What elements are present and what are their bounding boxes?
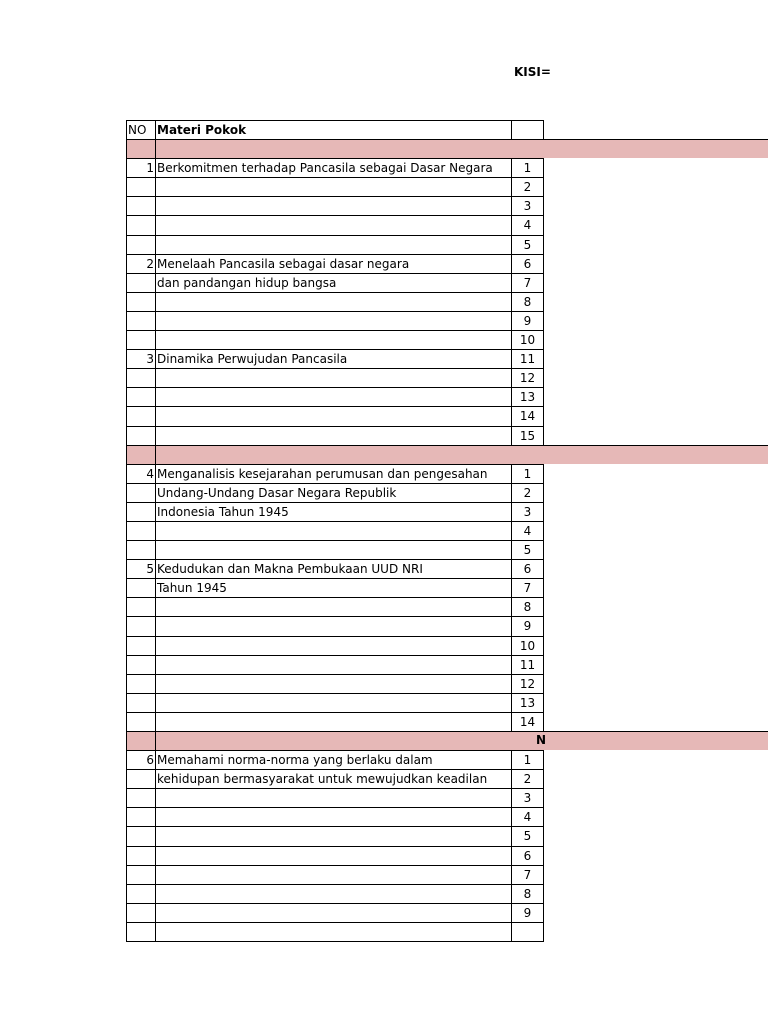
row-materi [155, 922, 511, 941]
row-no [126, 540, 155, 559]
row-no [126, 826, 155, 845]
row-materi [155, 406, 511, 425]
row-materi [155, 368, 511, 387]
table-row [126, 559, 768, 578]
row-no [126, 426, 155, 445]
table-row [126, 426, 768, 445]
row-materi: Menganalisis kesejarahan perumusan dan pengesahan [155, 464, 511, 483]
row-materi: Berkomitmen terhadap Pancasila sebagai Dasar Negara [155, 158, 511, 177]
row-number: 3 [511, 788, 544, 807]
row-number: 10 [511, 330, 544, 349]
row-no: 3 [126, 349, 155, 368]
table-row [126, 578, 768, 597]
table-row [126, 387, 768, 406]
row-no [126, 884, 155, 903]
table-row [126, 712, 768, 731]
row-no: 2 [126, 254, 155, 273]
row-no [126, 597, 155, 616]
row-materi [155, 426, 511, 445]
section-no-cell [126, 139, 155, 158]
row-number: 10 [511, 636, 544, 655]
row-no [126, 177, 155, 196]
table-row [126, 273, 768, 292]
row-no [126, 483, 155, 502]
row-materi [155, 884, 511, 903]
row-number: 4 [511, 521, 544, 540]
row-no [126, 215, 155, 234]
row-number: 5 [511, 235, 544, 254]
row-materi [155, 846, 511, 865]
row-materi: Dinamika Perwujudan Pancasila [155, 349, 511, 368]
row-number: 3 [511, 196, 544, 215]
row-no [126, 674, 155, 693]
row-number: 9 [511, 311, 544, 330]
row-materi: kehidupan bermasyarakat untuk mewujudkan keadilan [155, 769, 511, 788]
row-no [126, 788, 155, 807]
section-label: N [536, 733, 547, 747]
row-number: 12 [511, 674, 544, 693]
table-row [126, 693, 768, 712]
table-row [126, 464, 768, 483]
row-materi [155, 540, 511, 559]
row-no [126, 235, 155, 254]
table-row [126, 502, 768, 521]
row-no [126, 387, 155, 406]
table-row [126, 483, 768, 502]
row-no: 5 [126, 559, 155, 578]
table-row [126, 846, 768, 865]
row-number: 7 [511, 273, 544, 292]
table-row [126, 807, 768, 826]
table-row [126, 292, 768, 311]
table-row [126, 368, 768, 387]
row-number: 4 [511, 807, 544, 826]
row-no [126, 865, 155, 884]
section-no-cell [126, 731, 155, 750]
row-materi [155, 788, 511, 807]
row-no [126, 769, 155, 788]
table-row [126, 616, 768, 635]
row-materi [155, 177, 511, 196]
row-number: 13 [511, 387, 544, 406]
table-row [126, 330, 768, 349]
row-number: 3 [511, 502, 544, 521]
row-materi [155, 521, 511, 540]
row-materi [155, 807, 511, 826]
table-row [126, 349, 768, 368]
section-row [126, 731, 768, 750]
row-no [126, 502, 155, 521]
row-number: 15 [511, 426, 544, 445]
row-number: 6 [511, 559, 544, 578]
table-row [126, 655, 768, 674]
row-number: 2 [511, 769, 544, 788]
row-number: 2 [511, 483, 544, 502]
table-bottom-border [126, 941, 544, 942]
document-title: KISI= [514, 65, 551, 79]
row-number: 1 [511, 750, 544, 769]
kisi-table [126, 120, 768, 942]
row-number: 12 [511, 368, 544, 387]
section-no-cell [126, 445, 155, 464]
row-number: 14 [511, 712, 544, 731]
row-number: 2 [511, 177, 544, 196]
table-row [126, 884, 768, 903]
row-number: 11 [511, 655, 544, 674]
row-materi [155, 865, 511, 884]
table-row [126, 922, 768, 941]
row-number: 5 [511, 826, 544, 845]
row-materi: Undang-Undang Dasar Negara Republik [155, 483, 511, 502]
row-materi: dan pandangan hidup bangsa [155, 273, 511, 292]
row-no [126, 368, 155, 387]
row-number: 4 [511, 215, 544, 234]
row-no [126, 636, 155, 655]
table-row [126, 540, 768, 559]
row-no [126, 693, 155, 712]
row-no: 1 [126, 158, 155, 177]
table-row [126, 196, 768, 215]
row-materi [155, 674, 511, 693]
row-number: 11 [511, 349, 544, 368]
table-row [126, 254, 768, 273]
header-materi-pokok: Materi Pokok [155, 120, 511, 139]
row-number: 13 [511, 693, 544, 712]
row-no: 4 [126, 464, 155, 483]
row-no [126, 655, 155, 674]
row-materi [155, 387, 511, 406]
row-number: 7 [511, 578, 544, 597]
row-materi [155, 311, 511, 330]
row-no [126, 903, 155, 922]
row-no [126, 292, 155, 311]
table-row [126, 158, 768, 177]
table-row [126, 826, 768, 845]
table-row [126, 521, 768, 540]
row-number: 7 [511, 865, 544, 884]
row-no: 6 [126, 750, 155, 769]
row-number: 8 [511, 292, 544, 311]
row-materi [155, 903, 511, 922]
row-no [126, 196, 155, 215]
row-number: 9 [511, 903, 544, 922]
row-no [126, 807, 155, 826]
row-materi [155, 235, 511, 254]
row-materi [155, 215, 511, 234]
row-materi [155, 597, 511, 616]
table-row [126, 865, 768, 884]
table-header-row [126, 120, 768, 139]
row-no [126, 922, 155, 941]
table-row [126, 636, 768, 655]
row-number: 1 [511, 158, 544, 177]
header-no: NO [126, 120, 155, 139]
row-no [126, 616, 155, 635]
row-no [126, 330, 155, 349]
section-row [126, 445, 768, 464]
row-no [126, 311, 155, 330]
table-row [126, 674, 768, 693]
row-number: 8 [511, 597, 544, 616]
row-number: 8 [511, 884, 544, 903]
table-row [126, 788, 768, 807]
row-no [126, 406, 155, 425]
section-band [155, 731, 768, 750]
row-number: 6 [511, 254, 544, 273]
row-no [126, 273, 155, 292]
row-materi [155, 636, 511, 655]
row-no [126, 712, 155, 731]
row-materi [155, 826, 511, 845]
section-band [155, 139, 768, 158]
row-number: 9 [511, 616, 544, 635]
row-materi: Memahami norma-norma yang berlaku dalam [155, 750, 511, 769]
row-no [126, 521, 155, 540]
row-materi [155, 616, 511, 635]
row-no [126, 578, 155, 597]
section-row [126, 139, 768, 158]
table-row [126, 903, 768, 922]
row-number: 6 [511, 846, 544, 865]
table-row [126, 769, 768, 788]
table-row [126, 406, 768, 425]
row-materi [155, 712, 511, 731]
row-materi [155, 655, 511, 674]
table-row [126, 177, 768, 196]
table-row [126, 215, 768, 234]
table-row [126, 235, 768, 254]
table-row [126, 597, 768, 616]
row-materi [155, 196, 511, 215]
row-materi [155, 292, 511, 311]
row-number: 1 [511, 464, 544, 483]
row-number [511, 922, 544, 941]
row-materi: Menelaah Pancasila sebagai dasar negara [155, 254, 511, 273]
row-no [126, 846, 155, 865]
row-materi: Indonesia Tahun 1945 [155, 502, 511, 521]
row-materi [155, 330, 511, 349]
row-materi [155, 693, 511, 712]
row-materi: Tahun 1945 [155, 578, 511, 597]
table-row [126, 750, 768, 769]
table-row [126, 311, 768, 330]
row-number: 14 [511, 406, 544, 425]
header-number [511, 120, 544, 139]
row-materi: Kedudukan dan Makna Pembukaan UUD NRI [155, 559, 511, 578]
row-number: 5 [511, 540, 544, 559]
section-band [155, 445, 768, 464]
